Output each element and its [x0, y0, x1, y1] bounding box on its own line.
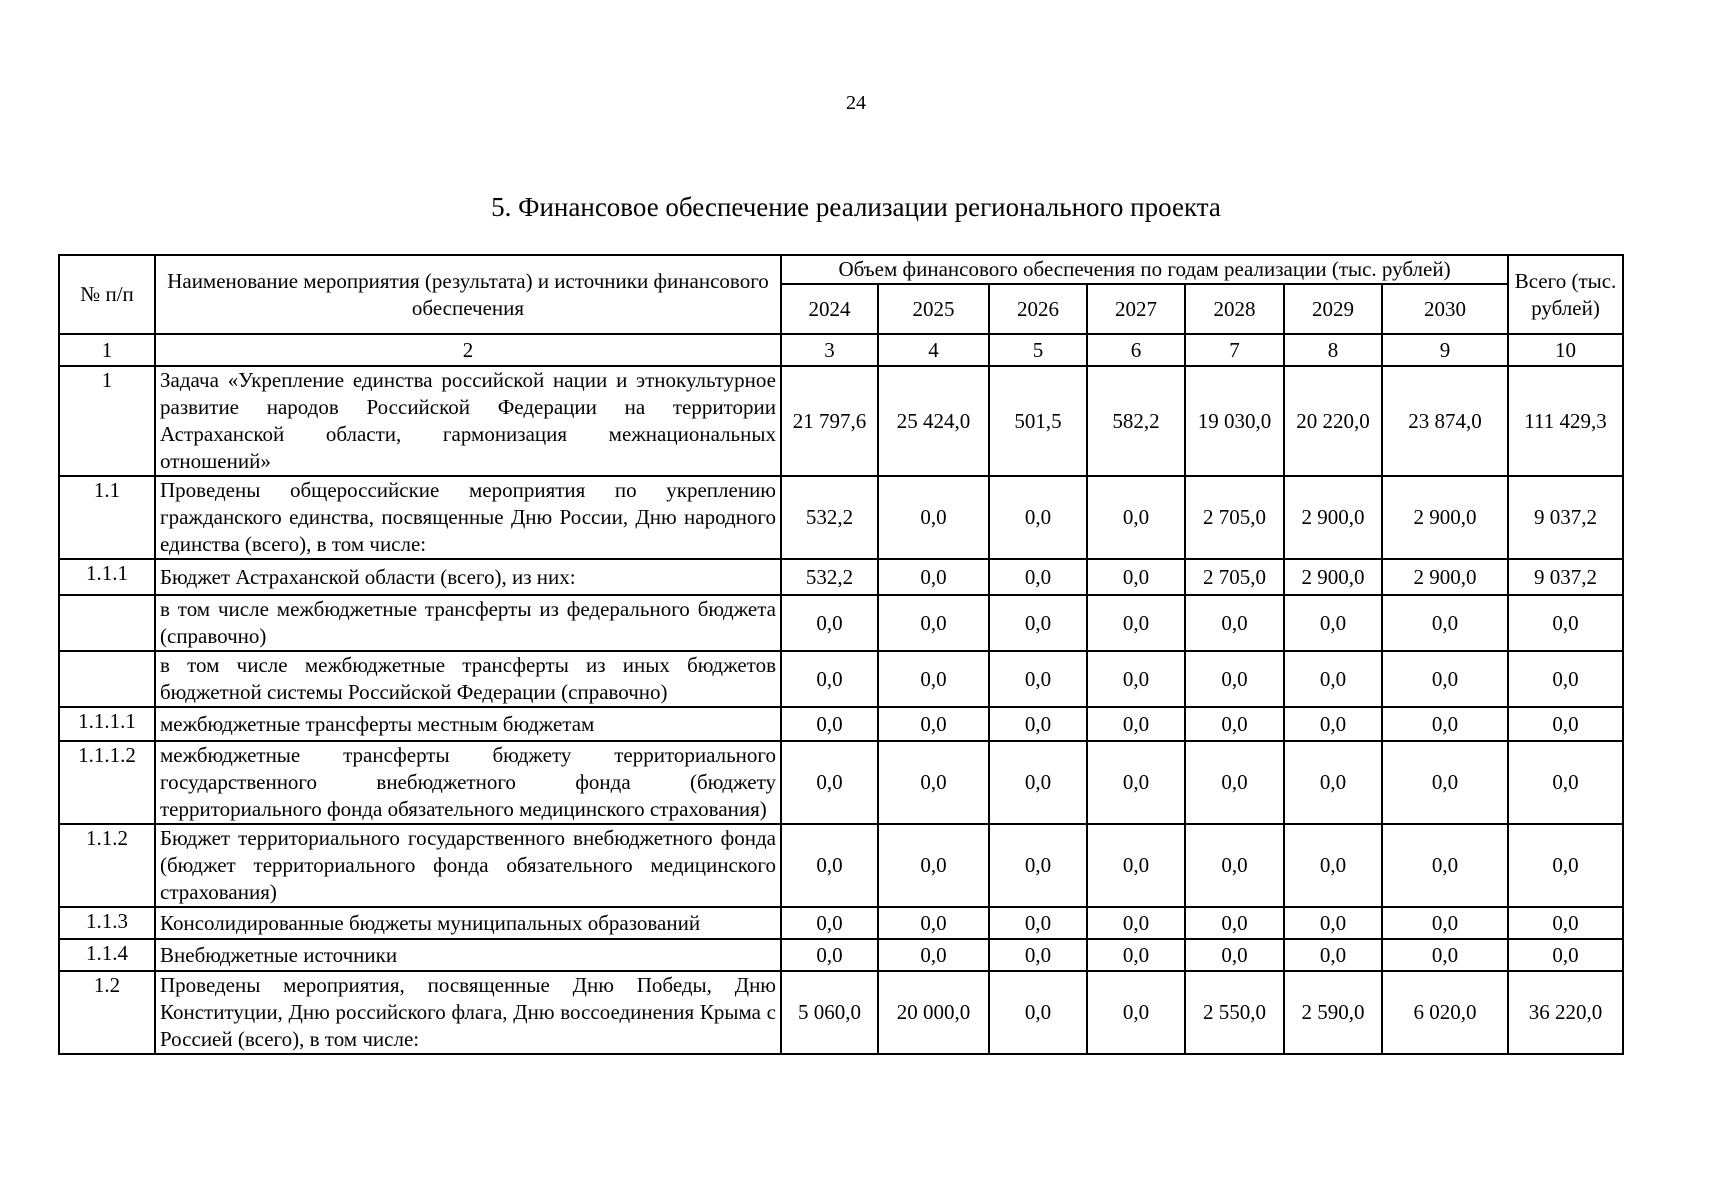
- row-value: 0,0: [1087, 824, 1185, 907]
- row-value: 532,2: [781, 476, 878, 559]
- table-row: [59, 707, 1623, 741]
- row-value: 0,0: [989, 824, 1087, 907]
- row-value: 2 900,0: [1284, 476, 1382, 559]
- row-total: 0,0: [1508, 741, 1623, 824]
- row-value: 0,0: [1284, 939, 1382, 971]
- row-name: в том числе межбюджетные трансферты из федерального бюджета (справочно): [155, 595, 781, 651]
- header-year: 2024: [781, 284, 878, 334]
- row-value: 20 000,0: [878, 971, 989, 1054]
- row-total: 0,0: [1508, 651, 1623, 707]
- row-value: 0,0: [781, 595, 878, 651]
- row-value: 532,2: [781, 559, 878, 595]
- row-value: 0,0: [878, 595, 989, 651]
- row-name: Консолидированные бюджеты муниципальных образований: [155, 907, 781, 939]
- row-value: 0,0: [781, 939, 878, 971]
- row-value: 19 030,0: [1185, 366, 1284, 476]
- row-total: 9 037,2: [1508, 559, 1623, 595]
- row-number: 1.1.3: [59, 907, 155, 939]
- row-value: 0,0: [1087, 707, 1185, 741]
- row-value: 0,0: [878, 559, 989, 595]
- row-value: 2 900,0: [1382, 476, 1508, 559]
- row-value: 20 220,0: [1284, 366, 1382, 476]
- header-year: 2026: [989, 284, 1087, 334]
- column-index: 4: [878, 334, 989, 366]
- row-name: Проведены общероссийские мероприятия по укреплению гражданского единства, посвященные Дню России, Дню народного единства (всего), в том числе:: [155, 476, 781, 559]
- row-value: 0,0: [1382, 595, 1508, 651]
- column-index: 5: [989, 334, 1087, 366]
- row-value: 0,0: [781, 651, 878, 707]
- financing-table: [58, 254, 1624, 1055]
- row-total: 0,0: [1508, 939, 1623, 971]
- row-value: 2 705,0: [1185, 476, 1284, 559]
- header-name: Наименование мероприятия (результата) и источники финансового обеспечения: [155, 255, 781, 334]
- row-value: 0,0: [989, 559, 1087, 595]
- row-value: 0,0: [1185, 707, 1284, 741]
- column-index: 9: [1382, 334, 1508, 366]
- row-total: 0,0: [1508, 824, 1623, 907]
- row-value: 0,0: [878, 907, 989, 939]
- table-row: [59, 651, 1623, 707]
- row-value: 0,0: [781, 824, 878, 907]
- row-value: 0,0: [1284, 741, 1382, 824]
- row-value: 0,0: [878, 939, 989, 971]
- row-value: 2 705,0: [1185, 559, 1284, 595]
- row-value: 0,0: [1087, 476, 1185, 559]
- row-value: 0,0: [1185, 595, 1284, 651]
- row-value: 0,0: [989, 741, 1087, 824]
- row-name: Внебюджетные источники: [155, 939, 781, 971]
- table-row: [59, 824, 1623, 907]
- row-value: 0,0: [1382, 939, 1508, 971]
- row-number: [59, 651, 155, 707]
- row-value: 0,0: [1284, 824, 1382, 907]
- table-row: [59, 559, 1623, 595]
- row-value: 0,0: [878, 476, 989, 559]
- table-row: [59, 741, 1623, 824]
- row-name: Задача «Укрепление единства российской нации и этнокультурное развитие народов Российской Федерации на территории Астраханской области, гармонизация межнациональных отношений»: [155, 366, 781, 476]
- table-row: [59, 595, 1623, 651]
- row-value: 0,0: [1284, 651, 1382, 707]
- row-number: 1.2: [59, 971, 155, 1054]
- row-value: 0,0: [989, 595, 1087, 651]
- row-value: 0,0: [1087, 559, 1185, 595]
- row-name: Бюджет Астраханской области (всего), из них:: [155, 559, 781, 595]
- row-number: [59, 595, 155, 651]
- row-value: 0,0: [1284, 907, 1382, 939]
- row-value: 0,0: [1185, 651, 1284, 707]
- row-number: 1.1.1.1: [59, 707, 155, 741]
- row-value: 0,0: [989, 476, 1087, 559]
- row-value: 2 590,0: [1284, 971, 1382, 1054]
- row-value: 0,0: [1382, 824, 1508, 907]
- row-total: 0,0: [1508, 707, 1623, 741]
- header-year: 2025: [878, 284, 989, 334]
- table-row: [59, 939, 1623, 971]
- header-total: Всего (тыс. рублей): [1508, 255, 1623, 334]
- row-value: 0,0: [1284, 595, 1382, 651]
- row-value: 0,0: [1185, 824, 1284, 907]
- row-value: 0,0: [878, 707, 989, 741]
- row-value: 2 550,0: [1185, 971, 1284, 1054]
- header-year: 2028: [1185, 284, 1284, 334]
- table-row: [59, 366, 1623, 476]
- header-volume: Объем финансового обеспечения по годам реализации (тыс. рублей): [781, 255, 1508, 284]
- row-value: 0,0: [1382, 907, 1508, 939]
- row-value: 0,0: [989, 651, 1087, 707]
- row-value: 0,0: [1382, 707, 1508, 741]
- row-name: Проведены мероприятия, посвященные Дню Победы, Дню Конституции, Дню российского флага, Дню воссоединения Крыма с Россией (всего), в том числе:: [155, 971, 781, 1054]
- row-value: 6 020,0: [1382, 971, 1508, 1054]
- row-total: 9 037,2: [1508, 476, 1623, 559]
- row-name: Бюджет территориального государственного внебюджетного фонда (бюджет территориального фонда обязательного медицинского страхования): [155, 824, 781, 907]
- table-row: [59, 476, 1623, 559]
- row-number: 1: [59, 366, 155, 476]
- row-number: 1.1: [59, 476, 155, 559]
- row-value: 0,0: [989, 939, 1087, 971]
- row-value: 2 900,0: [1284, 559, 1382, 595]
- row-value: 0,0: [1087, 651, 1185, 707]
- row-total: 36 220,0: [1508, 971, 1623, 1054]
- row-value: 0,0: [878, 741, 989, 824]
- row-value: 0,0: [1382, 741, 1508, 824]
- column-index: 8: [1284, 334, 1382, 366]
- row-value: 0,0: [1185, 741, 1284, 824]
- row-number: 1.1.4: [59, 939, 155, 971]
- row-name: межбюджетные трансферты бюджету территориального государственного внебюджетного фонда (бюджету территориального фонда обязательного медицинского страхования): [155, 741, 781, 824]
- column-index: 6: [1087, 334, 1185, 366]
- row-total: 111 429,3: [1508, 366, 1623, 476]
- row-value: 2 900,0: [1382, 559, 1508, 595]
- row-value: 0,0: [781, 741, 878, 824]
- row-value: 0,0: [1382, 651, 1508, 707]
- row-total: 0,0: [1508, 907, 1623, 939]
- column-index: 1: [59, 334, 155, 366]
- column-index: 2: [155, 334, 781, 366]
- row-number: 1.1.1.2: [59, 741, 155, 824]
- row-value: 0,0: [1284, 707, 1382, 741]
- row-value: 582,2: [1087, 366, 1185, 476]
- row-name: в том числе межбюджетные трансферты из иных бюджетов бюджетной системы Российской Федерации (справочно): [155, 651, 781, 707]
- header-year: 2029: [1284, 284, 1382, 334]
- table-row: [59, 971, 1623, 1054]
- row-number: 1.1.1: [59, 559, 155, 595]
- row-value: 0,0: [781, 707, 878, 741]
- column-index-row: [59, 334, 1623, 366]
- table-row: [59, 907, 1623, 939]
- header-year: 2027: [1087, 284, 1185, 334]
- header-num: № п/п: [59, 255, 155, 334]
- row-value: 0,0: [878, 651, 989, 707]
- row-total: 0,0: [1508, 595, 1623, 651]
- column-index: 7: [1185, 334, 1284, 366]
- row-name: межбюджетные трансферты местным бюджетам: [155, 707, 781, 741]
- page-title: 5. Финансовое обеспечение реализации регионального проекта: [491, 192, 1221, 222]
- row-value: 23 874,0: [1382, 366, 1508, 476]
- row-value: 0,0: [989, 907, 1087, 939]
- row-value: 21 797,6: [781, 366, 878, 476]
- row-value: 0,0: [989, 707, 1087, 741]
- row-value: 501,5: [989, 366, 1087, 476]
- row-value: 0,0: [1087, 939, 1185, 971]
- column-index: 10: [1508, 334, 1623, 366]
- row-value: 0,0: [1087, 971, 1185, 1054]
- row-number: 1.1.2: [59, 824, 155, 907]
- page-number: 24: [846, 92, 866, 114]
- row-value: 0,0: [1087, 741, 1185, 824]
- header-year: 2030: [1382, 284, 1508, 334]
- row-value: 0,0: [1087, 595, 1185, 651]
- row-value: 0,0: [878, 824, 989, 907]
- row-value: 25 424,0: [878, 366, 989, 476]
- row-value: 0,0: [989, 971, 1087, 1054]
- row-value: 0,0: [1185, 907, 1284, 939]
- row-value: 5 060,0: [781, 971, 878, 1054]
- column-index: 3: [781, 334, 878, 366]
- row-value: 0,0: [1185, 939, 1284, 971]
- row-value: 0,0: [781, 907, 878, 939]
- row-value: 0,0: [1087, 907, 1185, 939]
